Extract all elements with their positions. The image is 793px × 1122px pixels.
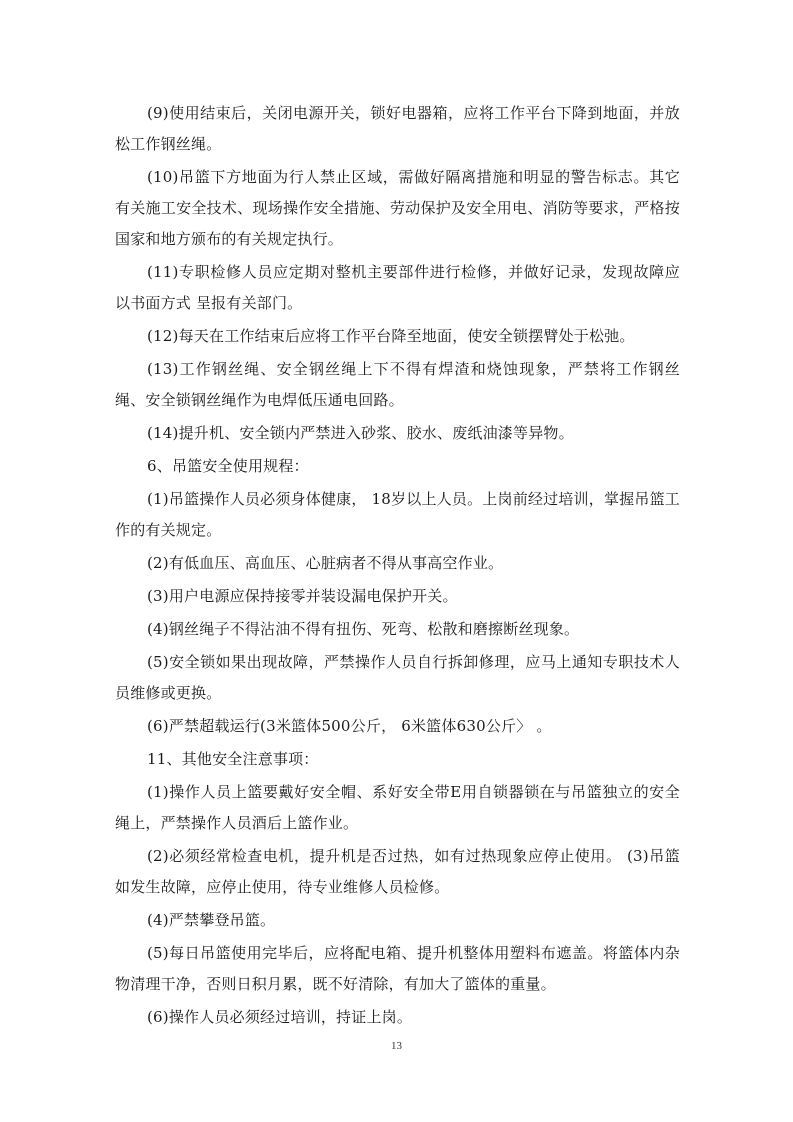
paragraph-rule-5: (5)安全锁如果出现故障，严禁操作人员自行拆卸修理，应马上通知专职技术人员维修或更换。 bbox=[115, 653, 680, 702]
paragraph-item-13: (13)工作钢丝绳、安全钢丝绳上下不得有焊渣和烧蚀现象，严禁将工作钢丝绳、安全锁钢丝绳作为电焊低压通电回路。 bbox=[115, 360, 680, 409]
paragraph-item-11: (11)专职检修人员应定期对整机主要部件进行检修，并做好记录，发现故障应以书面方式 呈报有关部门。 bbox=[115, 263, 680, 312]
paragraph-note-4: (4)严禁攀登吊篮。 bbox=[147, 911, 276, 929]
page-number: 13 bbox=[391, 1040, 402, 1052]
paragraph-note-6: (6)操作人员必须经过培训，持证上岗。 bbox=[147, 1008, 413, 1026]
paragraph-item-10: (10)吊篮下方地面为行人禁止区域，需做好隔离措施和明显的警告标志。其它有关施工安全技术、现场操作安全措施、劳动保护及安全用电、消防等要求，严格按国家和地方颁布的有关规定执行。 bbox=[115, 168, 680, 248]
paragraph-note-1: (1)操作人员上篮要戴好安全帽、系好安全带E用自锁器锁在与吊篮独立的安全绳上，严禁操作人员酒后上篮作业。 bbox=[115, 783, 680, 832]
paragraph-rule-3: (3)用户电源应保持接零并装设漏电保护开关。 bbox=[147, 587, 458, 605]
paragraph-item-12: (12)每天在工作结束后应将工作平台降至地面，使安全锁摆臂处于松弛。 bbox=[147, 327, 635, 345]
document-body bbox=[115, 98, 680, 1035]
paragraph-note-5: (5)每日吊篮使用完毕后，应将配电箱、提升机整体用塑料布遮盖。将篮体内杂物清理干净，否则日积月累，既不好清除，有加大了篮体的重量。 bbox=[115, 944, 680, 993]
paragraph-rule-1: (1)吊篮操作人员必须身体健康， 18岁以上人员。上岗前经过培训，掌握吊篮工作的有关规定。 bbox=[115, 490, 680, 539]
paragraph-note-2: (2)必须经常检查电机，提升机是否过热，如有过热现象应停止使用。 (3)吊篮如发生故障，应停止使用，待专业维修人员检修。 bbox=[115, 847, 680, 896]
paragraph-rule-6: (6)严禁超载运行(3米篮体500公斤， 6米篮体630公斤〉 。 bbox=[147, 717, 552, 735]
section-heading-other-notes: 11、其他安全注意事项： bbox=[147, 750, 319, 768]
section-heading-usage-rules: 6、吊篮安全使用规程： bbox=[147, 457, 309, 475]
paragraph-item-14: (14)提升机、安全锁内严禁进入砂浆、胶水、废纸油漆等异物。 bbox=[147, 424, 574, 442]
paragraph-rule-2: (2)有低血压、高血压、心脏病者不得从事高空作业。 bbox=[147, 554, 504, 572]
paragraph-item-9: (9)使用结束后，关闭电源开关，锁好电器箱，应将工作平台下降到地面，并放松工作钢丝绳。 bbox=[115, 104, 680, 153]
paragraph-rule-4: (4)钢丝绳子不得沾油不得有扭伤、死弯、松散和磨擦断丝现象。 bbox=[147, 620, 580, 638]
